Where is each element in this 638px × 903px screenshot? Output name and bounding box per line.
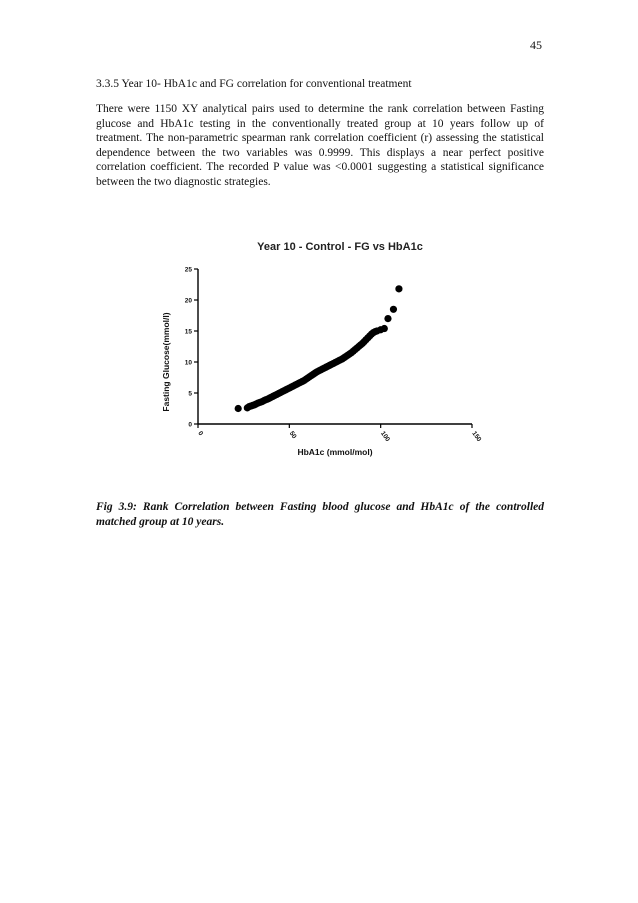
body-paragraph: There were 1150 XY analytical pairs used to determine the rank correlation between Fasting glucose and HbA1c testing in the conventionally treated group at 10 years follow up of treatment. The non-parametric spearman rank correlation coefficient (r) assessing the statistical dependence between the two variables was 0.9999. This displays a near perfect positive correlation coefficient. The recorded P value was <0.0001 suggesting a statistical significance between the two diagnostic strategies. (96, 103, 544, 188)
data-point (384, 315, 391, 322)
chart-axes (185, 266, 483, 443)
x-tick-label: 150 (470, 430, 483, 444)
x-tick-label: 100 (379, 430, 391, 444)
y-tick-label: 25 (184, 266, 192, 274)
chart-points (235, 285, 403, 412)
x-axis-label: HbA1c (mmol/mol) (297, 447, 373, 457)
y-tick-label: 5 (188, 390, 192, 398)
x-tick-label: 50 (287, 430, 298, 441)
data-point (381, 325, 388, 332)
figure-caption: Fig 3.9: Rank Correlation between Fasting blood glucose and HbA1c of the controlled matched group at 10 years. (96, 501, 544, 528)
x-tick-label: 0 (196, 430, 205, 438)
y-tick-label: 0 (188, 421, 192, 429)
data-point (390, 306, 397, 313)
y-tick-label: 20 (184, 297, 192, 305)
y-axis-label: Fasting Glucose(mmol/l) (161, 312, 171, 412)
y-tick-label: 10 (184, 359, 192, 367)
data-point (395, 285, 402, 292)
y-tick-label: 15 (184, 328, 192, 336)
chart-title: Year 10 - Control - FG vs HbA1c (257, 241, 423, 253)
page-number: 45 (530, 38, 542, 52)
data-point (235, 405, 242, 412)
section-heading: 3.3.5 Year 10- HbA1c and FG correlation for conventional treatment (96, 78, 412, 90)
scatter-chart (150, 232, 490, 472)
chart-svg (150, 232, 490, 472)
